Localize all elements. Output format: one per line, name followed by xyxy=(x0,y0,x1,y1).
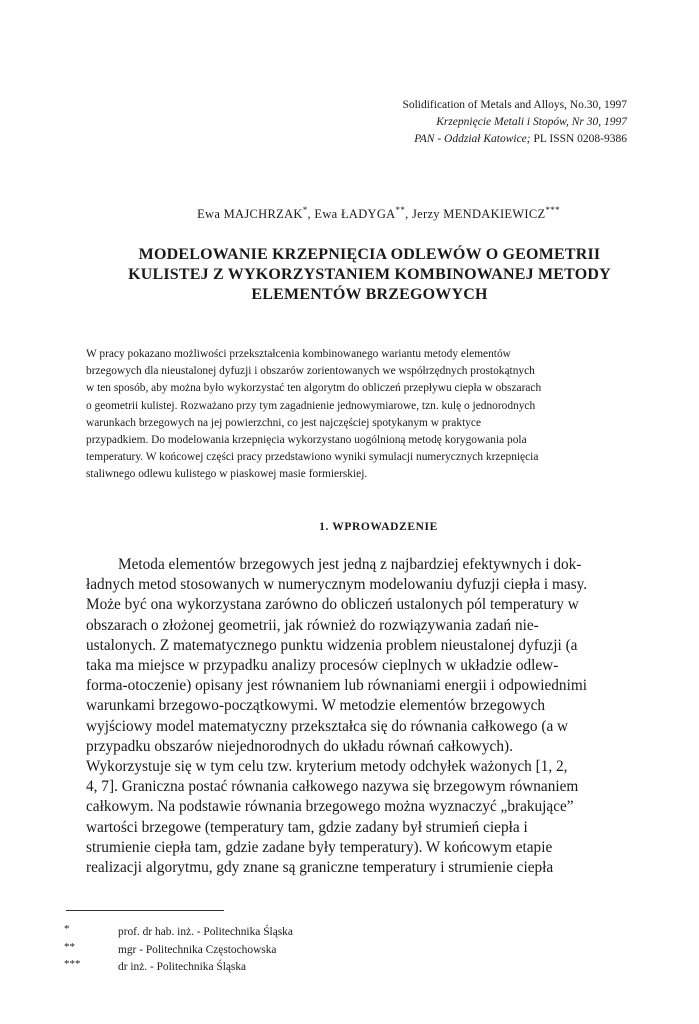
body-line: strumienie ciepła tam, gdzie zadane były temperatury). W końcowym etapie xyxy=(86,838,553,856)
footnote xyxy=(64,959,293,977)
section-heading: 1. WPROWADZENIE xyxy=(319,521,438,533)
abstract xyxy=(86,346,627,484)
footnote xyxy=(64,942,293,960)
author-name: Ewa MAJCHRZAK xyxy=(197,207,303,222)
footnote-divider xyxy=(66,910,224,911)
abstract-line: temperatury. W końcowej części pracy przedstawiono wyniki symulacji numerycznych krzepnięcia xyxy=(86,451,539,464)
paper-title xyxy=(80,245,659,305)
author-separator: , xyxy=(405,207,412,222)
author-name: Ewa ŁADYGA xyxy=(314,207,396,222)
journal-header-line-1: Solidification of Metals and Alloys, No.30, 1997 xyxy=(402,99,627,111)
body-line: wartości brzegowe (temperatury tam, gdzie zadany był strumień ciepła i xyxy=(86,818,528,836)
footnote-text: dr inż. - Politechnika Śląska xyxy=(118,961,247,973)
paper-title-line: KULISTEJ Z WYKORZYSTANIEM KOMBINOWANEJ METODY xyxy=(128,266,611,283)
journal-header-issn: PL ISSN 0208-9386 xyxy=(530,133,627,145)
author-mark: *** xyxy=(545,205,560,215)
footnote-text: mgr - Politechnika Częstochowska xyxy=(118,943,277,956)
author-mark: * xyxy=(302,205,308,215)
journal-header-line-2: Krzepnięcie Metali i Stopów, Nr 30, 1997 xyxy=(436,116,627,128)
body-line: wyjściowy model matematyczny przekształca się do równania całkowego (a w xyxy=(86,717,569,735)
abstract-line: W pracy pokazano możliwości przekształcenia kombinowanego wariantu metody elementów xyxy=(86,348,511,360)
journal-header-publisher: PAN - Oddział Katowice; xyxy=(414,133,531,145)
abstract-line: warunkach brzegowych na jej powierzchni, co jest najczęściej spotykanym w praktyce xyxy=(86,416,482,429)
footnote-mark: ** xyxy=(64,940,75,953)
journal-header xyxy=(402,97,627,148)
body-line: Metoda elementów brzegowych jest jedną z najbardziej efektywnych i dok- xyxy=(118,556,582,573)
journal-header-line-3 xyxy=(402,131,627,148)
body-line: realizacji algorytmu, gdy znane są graniczne temperatury i strumienie ciepła xyxy=(86,859,554,877)
paper-title-line: MODELOWANIE KRZEPNIĘCIA ODLEWÓW O GEOMETRII xyxy=(138,246,601,263)
footnotes xyxy=(64,924,293,977)
author-list xyxy=(0,205,699,222)
body-line: przypadku obszarów niejednorodnych do układu równań całkowych). xyxy=(86,737,513,755)
body-line: 4, 7]. Graniczna postać równania całkowego nazywa się brzegowym równaniem xyxy=(86,778,579,796)
body-line: forma-otoczenie) opisany jest równaniem lub równaniami energii i odpowiednimi xyxy=(86,677,587,695)
footnote-text: prof. dr hab. inż. - Politechnika Śląska xyxy=(118,926,293,938)
body-line: ustalonych. Z matematycznego punktu widzenia problem nieustalonej dyfuzji (a xyxy=(86,636,578,654)
body-line: warunkami brzegowo-początkowymi. W metodzie elementów brzegowych xyxy=(86,697,546,715)
body-line: całkowym. Na podstawie równania brzegowego można wyznaczyć „brakujące” xyxy=(86,798,574,816)
abstract-line: w ten sposób, aby można było wykorzystać ten algorytm do obliczeń przepływu ciepła w obszarach xyxy=(86,382,542,395)
abstract-line: brzegowych dla nieustalonej dyfuzji i obszarów zorientowanych we współrzędnych prostokątnych xyxy=(86,365,535,378)
body-line: obszarach o złożonej geometrii, jak również do rozwiązywania zadań nie- xyxy=(86,616,539,634)
footnote-mark: *** xyxy=(64,958,81,970)
footnote xyxy=(64,924,293,942)
body-line: ładnych metod stosowanych w numerycznym modelowaniu dyfuzji ciepła i masy. xyxy=(86,576,588,594)
body-line: Może być ona wykorzystana zarówno do obliczeń ustalonych pól temperatury w xyxy=(86,596,579,614)
author-name: Jerzy MENDAKIEWICZ xyxy=(411,207,546,222)
abstract-line: staliwnego odlewu kulistego w piaskowej masie formierskiej. xyxy=(86,468,368,481)
abstract-line: przypadkiem. Do modelowania krzepnięcia wykorzystano uogólnioną metodę korygowania pola xyxy=(86,434,527,447)
author-mark: ** xyxy=(395,205,406,215)
paper-title-line: ELEMENTÓW BRZEGOWYCH xyxy=(251,286,488,303)
author-separator: , xyxy=(307,207,315,222)
body-line: taka ma miejsce w przypadku analizy procesów cieplnych w układzie odlew- xyxy=(86,657,559,675)
body-paragraph xyxy=(86,555,627,878)
body-line: Wykorzystuje się w tym celu tzw. kryterium metody odchyłek ważonych [1, 2, xyxy=(86,758,568,776)
abstract-line: o geometrii kulistej. Rozważano przy tym zagadnienie jednowymiarowe, tzn. kulę o jednorodnych xyxy=(86,399,536,412)
footnote-mark: * xyxy=(64,923,70,935)
